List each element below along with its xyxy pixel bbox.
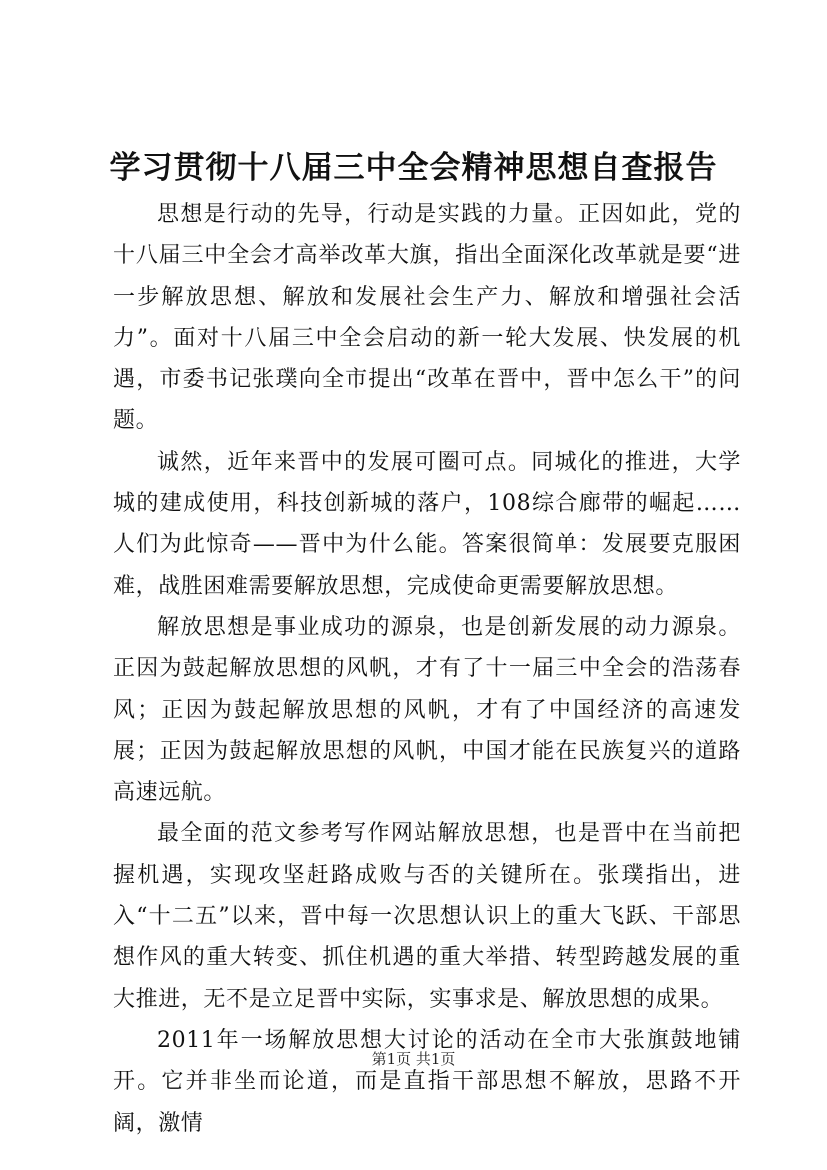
paragraph-3: 解放思想是事业成功的源泉，也是创新发展的动力源泉。正因为鼓起解放思想的风帆，才有了十一届三中全会的浩荡春风；正因为鼓起解放思想的风帆，才有了中国经济的高速发展；正因为鼓起解放思想的风帆，中国才能在民族复兴的道路高速远航。 [113,614,741,806]
page-number-label: 第1页 共1页 [371,1050,456,1068]
paragraph-4: 最全面的范文参考写作网站解放思想，也是晋中在当前把握机遇，实现攻坚赶路成败与否的关键所在。张璞指出，进入“十二五”以来，晋中每一次思想认识上的重大飞跃、干部思想作风的重大转变、抓住机遇的重大举措、转型跨越发展的重大推进，无不是立足晋中实际，实事求是、解放思想的成果。 [113,821,741,1012]
page-footer [0,1049,827,1069]
paragraph-5: 2011年一场解放思想大讨论的活动在全市大张旗鼓地铺开。它并非坐而论道，而是直指干部思想不解放，思路不开阔，激情 [113,1027,741,1136]
document-title: 学习贯彻十八届三中全会精神思想自查报告 [109,150,718,186]
document-body [113,194,741,1144]
paragraph-2: 诚然，近年来晋中的发展可圈可点。同城化的推进，大学城的建成使用，科技创新城的落户，108综合廊带的崛起……人们为此惊奇——晋中为什么能。答案很简单：发展要克服困难，战胜困难需要解放思想，完成使命更需要解放思想。 [113,449,741,599]
paragraph-1: 思想是行动的先导，行动是实践的力量。正因如此，党的十八届三中全会才高举改革大旗，指出全面深化改革就是要“进一步解放思想、解放和发展社会生产力、解放和增强社会活力”。面对十八届三中全会启动的新一轮大发展、快发展的机遇，市委书记张璞向全市提出“改革在晋中，晋中怎么干”的问题。 [113,202,741,434]
